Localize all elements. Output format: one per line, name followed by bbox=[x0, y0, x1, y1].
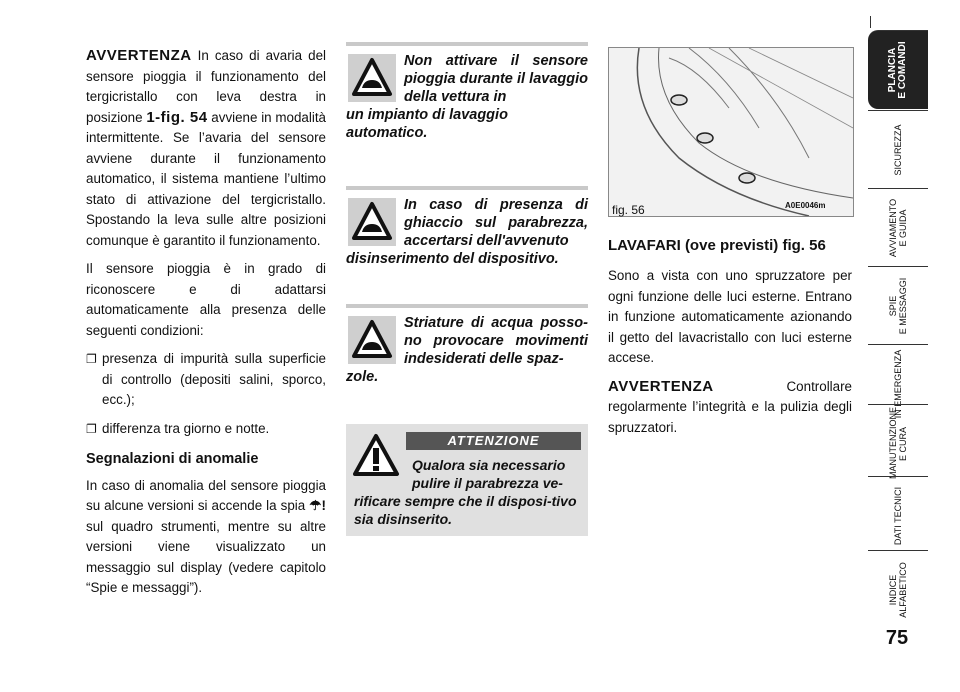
figure-caption: fig. 56 bbox=[612, 203, 645, 217]
attention-box: ATTENZIONE Qualora sia necessario pulire il parabrezza ve- rificare sempre che il disposi-tivo sia disinserito. bbox=[346, 424, 588, 536]
washer-paragraph: Sono a vista con uno spruzzatore per ogni funzione delle luci esterne. Entrano in funzione automaticamente azionando il getto del lavacristallo con luci esterne accese. bbox=[608, 268, 852, 365]
warning-box-2: In caso di presenza di ghiaccio sul parabrezza, accertarsi dell'avvenuto disinserimento del dispositivo. bbox=[346, 186, 588, 268]
checkbox-bullet-icon: ❐ bbox=[86, 421, 97, 436]
page-number: 75 bbox=[885, 627, 909, 649]
figure-code: A0E0046m bbox=[785, 201, 826, 210]
tab-avviamento-guida[interactable]: AVVIAMENTO E GUIDA bbox=[868, 188, 928, 267]
section-title: LAVAFARI (ove previsti) fig. 56 bbox=[608, 237, 826, 254]
tab-indice-alfabetico[interactable]: INDICE ALFABETICO bbox=[868, 550, 928, 629]
attention-label: ATTENZIONE bbox=[406, 432, 581, 450]
checkbox-bullet-icon: ❐ bbox=[86, 352, 97, 366]
section-title: Segnalazioni di anomalie bbox=[86, 451, 259, 467]
tab-in-emergenza[interactable]: IN EMERGENZA bbox=[868, 344, 928, 423]
sensor-paragraph: Il sensore pioggia è in grado di riconoscere e di adattarsi automaticamente alla presenza delle seguenti condizioni: bbox=[86, 261, 326, 338]
car-wash-warning-icon bbox=[348, 316, 396, 364]
list-item: ❐ differenza tra giorno e notte. bbox=[86, 419, 326, 440]
car-wash-warning-icon bbox=[348, 54, 396, 102]
tab-sicurezza[interactable]: SICUREZZA bbox=[868, 110, 928, 189]
rain-sensor-warning-icon: ☂! bbox=[309, 498, 326, 513]
fig-reference: 1-fig. 54 bbox=[146, 108, 208, 126]
list-item: ❐ presenza di impurità sulla superficie di controllo (depositi salini, sporco, ecc.); bbox=[86, 349, 326, 411]
right-column bbox=[608, 236, 852, 446]
tab-spie-messaggi[interactable]: SPIE E MESSAGGI bbox=[868, 266, 928, 345]
avvertenza-lead: AVVERTENZA bbox=[608, 377, 714, 395]
avvertenza-lead: AVVERTENZA bbox=[86, 47, 192, 64]
warning-paragraph: AVVERTENZA In caso di avaria del sensore pioggia il funzionamento del tergicristallo con leva destra in posizione 1-fig. 54 avviene in modalità intermittente. Se l’avaria del sensore avviene durante il funzionamento automatico, il sistema mantiene l’ultimo stato di attivazione del tergicristallo. Spostando la leva sulle altre posizioni comunque è garantito il funzionamento. bbox=[86, 47, 326, 248]
tab-dati-tecnici[interactable]: DATI TECNICI bbox=[868, 476, 928, 555]
chapter-tabs bbox=[868, 20, 928, 660]
anomaly-paragraph: In caso di anomalia del sensore pioggia su alcune versioni si accende la spia ☂! sul quadro strumenti, mentre su altre versioni viene visualizzato un messaggio sul display (vedere capitolo “Spie e messaggi”). bbox=[86, 477, 326, 595]
warning-box-3: Striature di acqua posso-no provocare movimenti indesiderati delle spaz- zole. bbox=[346, 304, 588, 386]
headlamp-washer-figure bbox=[608, 47, 854, 217]
warning-box-1: Non attivare il sensore pioggia durante il lavaggio della vettura in un impianto di lavaggio automatico. bbox=[346, 42, 588, 142]
tab-plancia-comandi[interactable]: PLANCIA E COMANDI bbox=[868, 30, 928, 109]
tab-manutenzione-cura[interactable]: MANUTENZIONE E CURA bbox=[868, 404, 928, 483]
warning-paragraph: AVVERTENZA Controllare regolarmente l’integrità e la pulizia degli spruzzatori. bbox=[608, 377, 852, 435]
left-column bbox=[86, 46, 326, 607]
car-wash-warning-icon bbox=[348, 198, 396, 246]
